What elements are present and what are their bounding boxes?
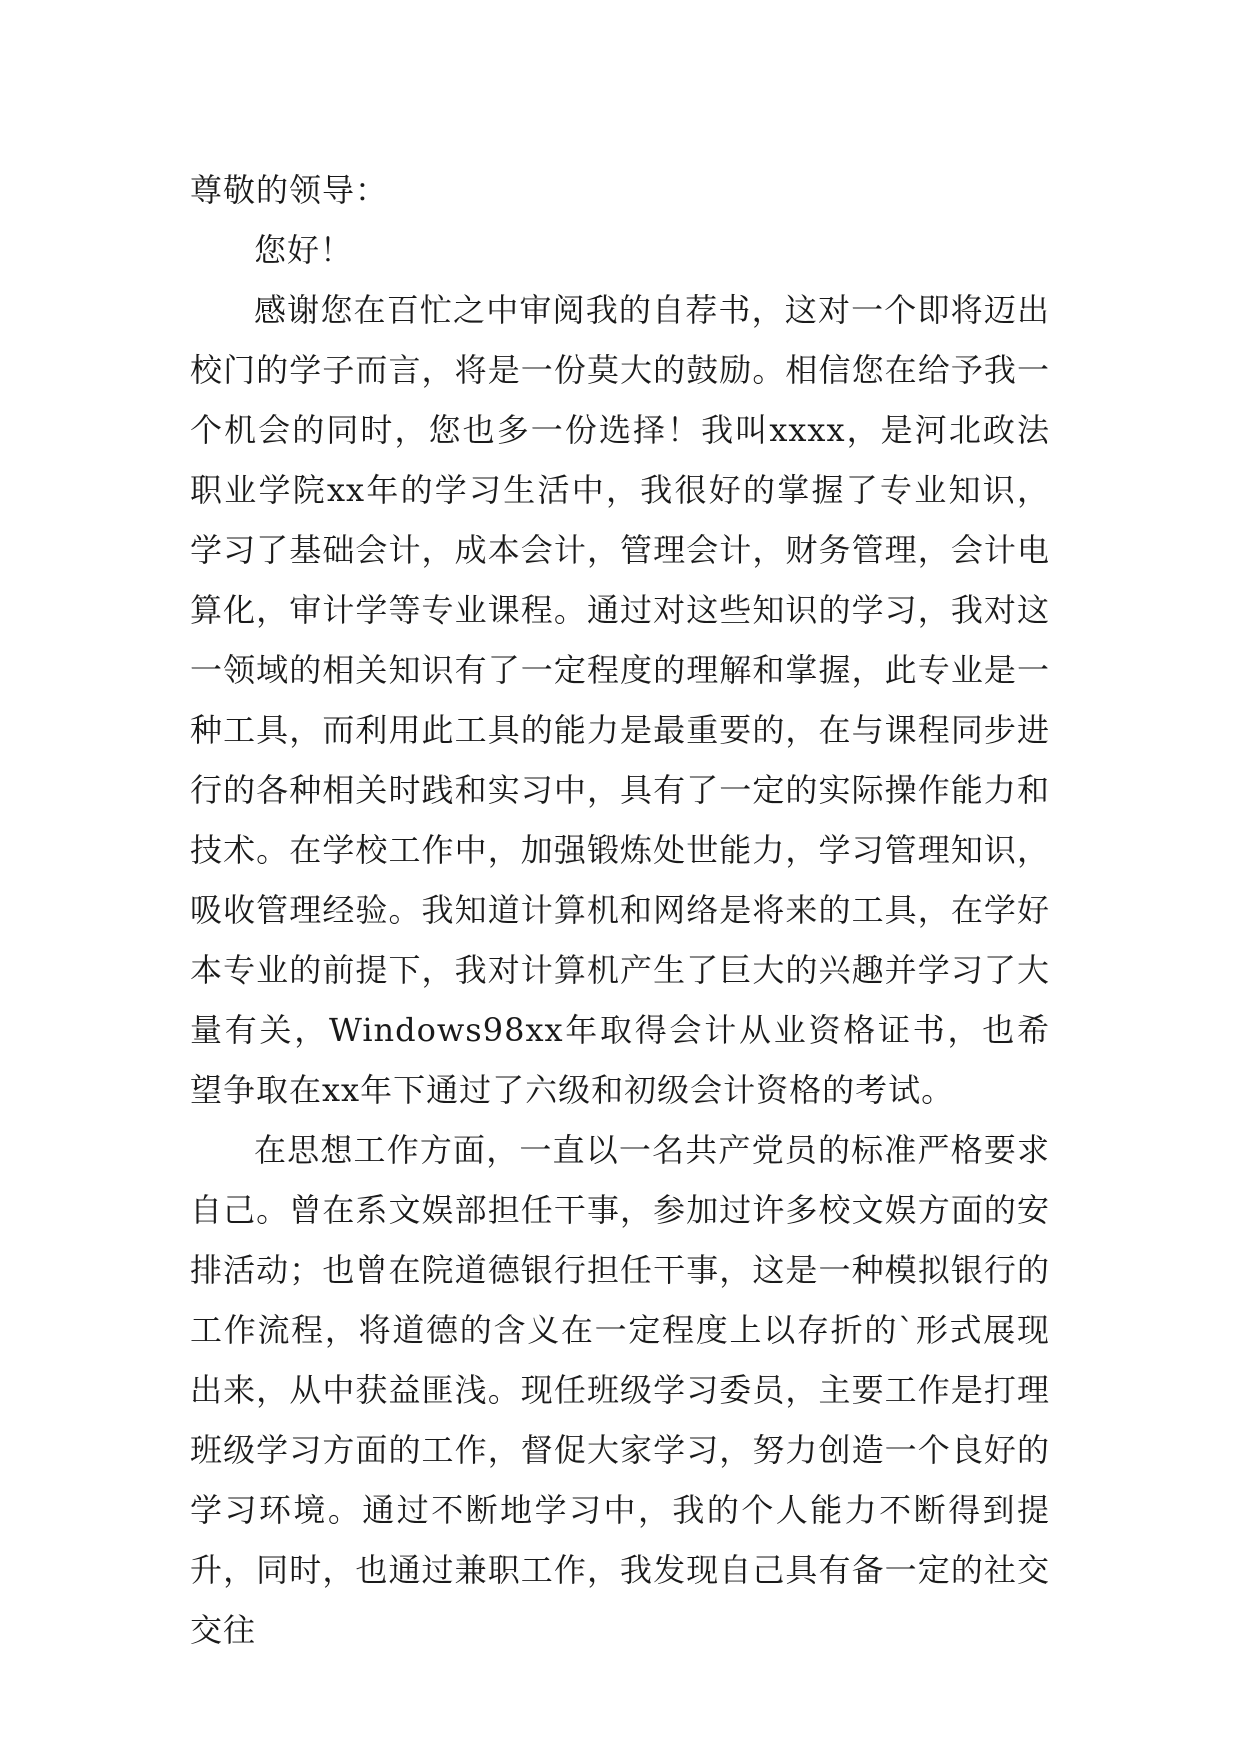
letter-body [190, 160, 1050, 1660]
greeting: 您好！ [254, 231, 354, 269]
paragraph-introduction: 感谢您在百忙之中审阅我的自荐书，这对一个即将迈出校门的学子而言，将是一份莫大的鼓励。相信您在给予我一个机会的同时，您也多一份选择！我叫xxxx，是河北政法职业学院xx年的学习生活中，我很好的掌握了专业知识，学习了基础会计，成本会计，管理会计，财务管理，会计电算化，审计学等专业课程。通过对这些知识的学习，我对这一领域的相关知识有了一定程度的理解和掌握，此专业是一种工具，而利用此工具的能力是最重要的，在与课程同步进行的各种相关时践和实习中，具有了一定的实际操作能力和技术。在学校工作中，加强锻炼处世能力，学习管理知识，吸收管理经验。我知道计算机和网络是将来的工具，在学好本专业的前提下，我对计算机产生了巨大的兴趣并学习了大量有关，Windows98xx年取得会计从业资格证书，也希望争取在xx年下通过了六级和初级会计资格的考试。 [190, 291, 1050, 1109]
salutation: 尊敬的领导： [190, 171, 389, 209]
paragraph-ideology-work: 在思想工作方面，一直以一名共产党员的标准严格要求自己。曾在系文娱部担任干事，参加过许多校文娱方面的安排活动；也曾在院道德银行担任干事，这是一种模拟银行的工作流程，将道德的含义在一定程度上以存折的`形式展现出来，从中获益匪浅。现任班级学习委员，主要工作是打理班级学习方面的工作，督促大家学习，努力创造一个良好的学习环境。通过不断地学习中，我的个人能力不断得到提升，同时，也通过兼职工作，我发现自己具有备一定的社交交往 [190, 1131, 1050, 1649]
